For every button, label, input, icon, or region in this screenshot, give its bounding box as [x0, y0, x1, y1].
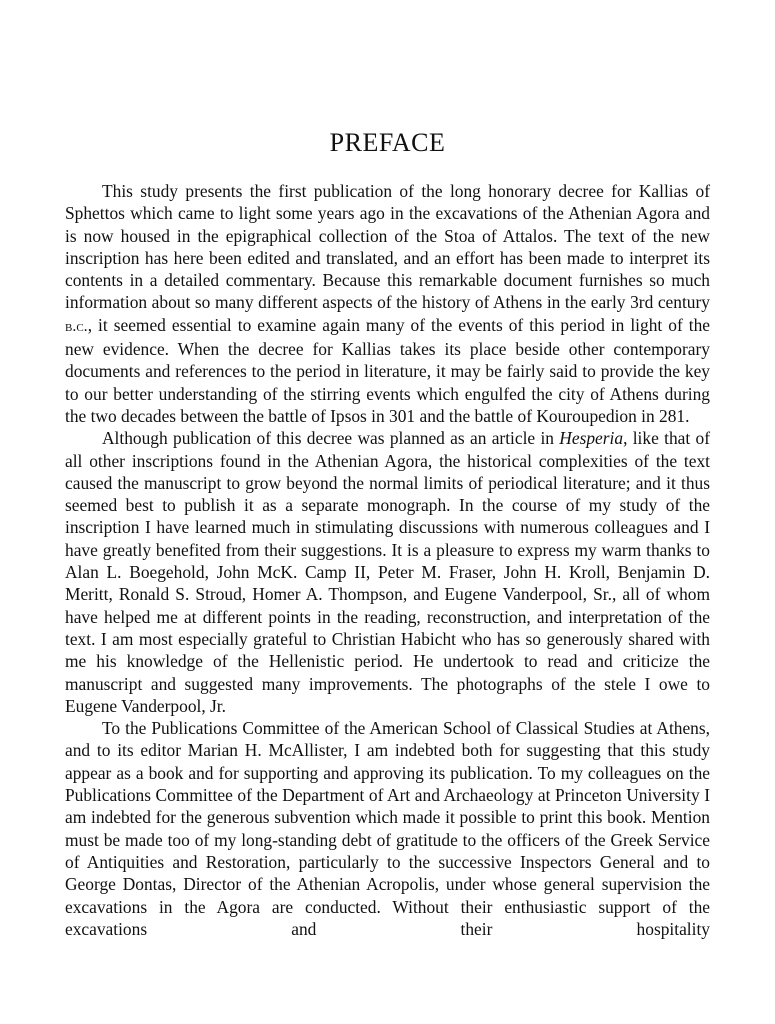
page-title: PREFACE: [329, 128, 446, 157]
text-segment: This study presents the first publication of the long honorary decree for Kallias of Sphettos which came to light some years ago in the excavations of the Athenian Agora and is now housed in the epigraphical collection of the Stoa of Attalos. The text of the new inscription has here been edited and translated, and an effort has been made to interpret its contents in a detailed commentary. Because this remarkable document furnishes so much information about so many different aspects of the history of Athens in the early 3rd century: [65, 181, 710, 313]
text-segment: To the Publications Committee of the American School of Classical Studies at Athens, and to its editor Marian H. McAllister, I am indebted both for suggesting that this study appear as a book and for supporting and approving its publication. To my colleagues on the Publications Committee of the Department of Art and Archaeology at Princeton University I am indebted for the generous subvention which made it possible to print this book. Mention must be made too of my long-standing debt of gratitude to the officers of the Greek Service of Antiquities and Restoration, particularly to the successive Inspectors General and to George Dontas, Director of the Athenian Acropolis, under whose general supervision the excavations in the Agora are conducted. Without their enthusiastic support of the excavations and their hospitality: [65, 718, 710, 939]
paragraph: [65, 180, 710, 427]
text-segment-italic: Hesperia: [559, 428, 624, 449]
text-segment: , like that of all other inscriptions found in the Athenian Agora, the historical complexities of the text caused the manuscript to grow beyond the normal limits of periodical literature; and it thus seemed best to publish it as a separate monograph. In the course of my study of the inscription I have learned much in stimulating discussions with numerous colleagues and I have greatly benefited from their suggestions. It is a pleasure to express my warm thanks to Alan L. Boegehold, John McK. Camp II, Peter M. Fraser, John H. Kroll, Benjamin D. Meritt, Ronald S. Stroud, Homer A. Thompson, and Eugene Vanderpool, Sr., all of whom have helped me at different points in the reading, reconstruction, and interpretation of the text. I am most especially grateful to Christian Habicht who has so generously shared with me his knowledge of the Hellenistic period. He undertook to read and criticize the manuscript and suggested many improvements. The photographs of the stele I owe to Eugene Vanderpool, Jr.: [65, 428, 710, 716]
text-segment: , it seemed essential to examine again many of the events of this period in light of the new evidence. When the decree for Kallias takes its place beside other contemporary documents and references to the period in literature, it may be fairly said to provide the key to our better understanding of the stirring events which engulfed the city of Athens during the two decades between the battle of Ipsos in 301 and the battle of Kouroupedion in 281.: [65, 314, 710, 426]
text-segment: Although publication of this decree was planned as an article in: [102, 428, 560, 449]
body-text: [65, 180, 710, 940]
text-segment-smallcaps: b.c.: [65, 317, 88, 335]
paragraph: [65, 427, 710, 717]
paragraph: [65, 717, 710, 940]
